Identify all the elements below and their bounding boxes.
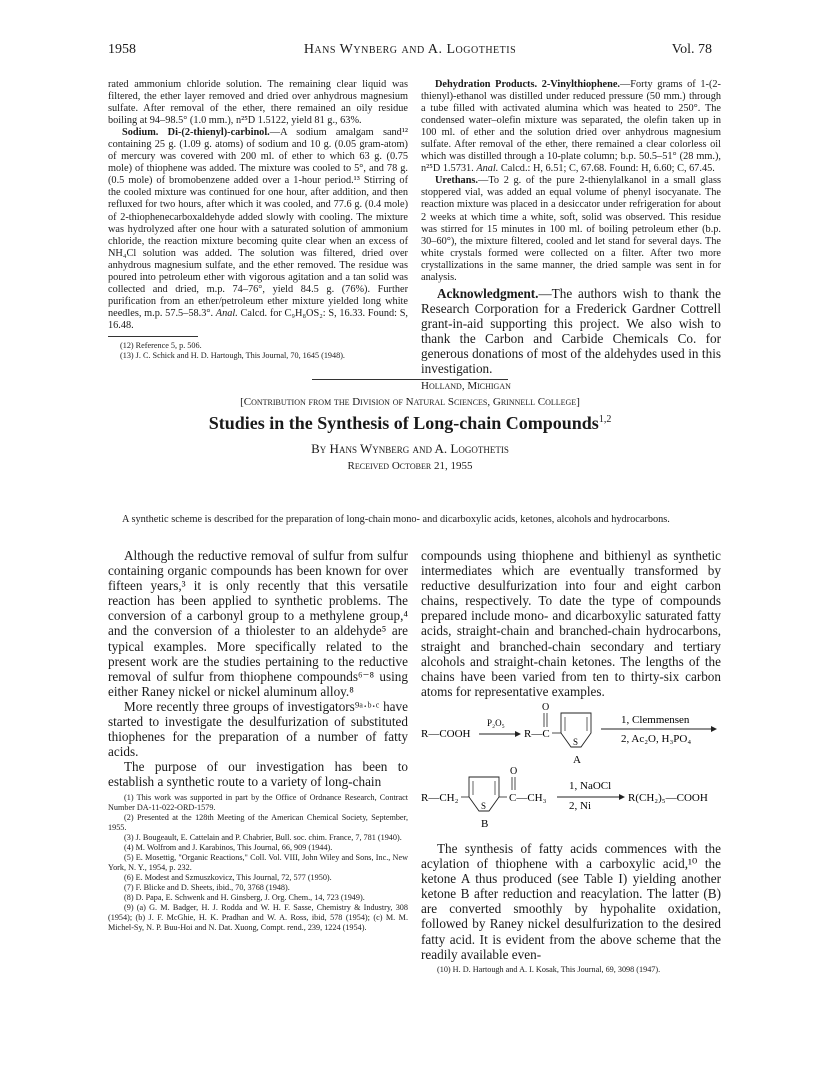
footnote: (1) This work was supported in part by the Office of Ordnance Research, Contract Number DA-11-022-ORD-1579. [108, 792, 408, 812]
paragraph: rated ammonium chloride solution. The remaining clear liquid was filtered, the ether layer removed and dried over anhydrous magnesium sulfate. After removal of the ether, there remained an oily residue boiling at 94–98.5° (1.0 mm.), n²⁵D 1.5122, yield 81 g., 63%. [108, 79, 408, 127]
footnote: (12) Reference 5, p. 506. [120, 340, 202, 350]
acknowledgment [421, 286, 721, 377]
paragraph-text: —To 2 g. of the pure 2-thienylalkanol in a small glass stoppered vial, was added an equal volume of phenyl isocyanate. The reaction mixture was placed in a desiccator under refrigeration for about 2 weeks at which time a white, soft, solid was observed. This residue was stirred for 15 minutes in 100 ml. of boiling petroleum ether (b.p. 30–60°), the mixture filtered, cooled and let stand for several days. The white crystals formed were collected on a filter. After two more crystallizations in the same manner, the dried sample was sent in for analysis. [421, 175, 721, 283]
anal-label: Anal. [215, 307, 238, 319]
paragraph-text: —The authors wish to thank the Research Corporation for a Frederick Gardner Cottrell grant-in-aid supporting this project. We also wish to thank the Carbon and Carbide Chemicals Co. for generous donations of most of the aldehydes used in this investigation. [421, 285, 721, 377]
step-acylation: 2, Ac₂O, H₃PO₄ [621, 732, 692, 745]
footnote: (8) D. Papa, E. Schwenk and H. Ginsberg, J. Org. Chem., 14, 723 (1949). [124, 892, 365, 902]
footnote-rule [108, 336, 198, 337]
reagent-p2o5: P₂O₅ [487, 717, 505, 728]
step-hypochlorite: 1, NaOCl [569, 779, 612, 792]
paragraph: More recently three groups of investigators⁹ᵃ·ᵇ·ᶜ have started to investigate the desulfurization of substituted thiophenes for the preparation of a number of fatty acids. [108, 698, 408, 760]
title-footnote-marker: 1,2 [598, 414, 612, 425]
footnote: (9) (a) G. M. Badger, H. J. Rodda and W. H. F. Sasse, Chemistry & Industry, 308 (1954); (b) J. F. McGhie, H. K. Pradhan and W. A. Ross, ibid, 578 (1954); (c) M. M. Michel-Sy, N. P. Buu-Hoi and N. Dat. Xuong, Compt. rend., 239, 1224 (1954). [108, 902, 408, 932]
footnote: (13) J. C. Schick and H. D. Hartough, This Journal, 70, 1645 (1948). [120, 350, 345, 360]
acetyl-group: C—CH₃ [509, 791, 547, 804]
bottom-left-column [108, 548, 408, 933]
top-right-column [421, 79, 721, 392]
footnote: (3) J. Bougeault, E. Cattelain and P. Chabrier, Bull. soc. chim. France, 7, 781 (1940). [124, 832, 402, 842]
location: Holland, Michigan [421, 380, 511, 393]
compound-label-b: B [481, 817, 489, 830]
footnote: (4) M. Wolfrom and J. Karabinos, This Journal, 66, 909 (1944). [124, 842, 333, 852]
arrow-head [619, 794, 625, 800]
byline: By Hans Wynberg and A. Logothetis [311, 441, 509, 456]
footnote: (2) Presented at the 128th Meeting of the American Chemical Society, September, 1955. [108, 812, 408, 832]
product-acid: R(CH₂)₅—COOH [628, 791, 708, 804]
sulfur-atom: S [481, 800, 487, 811]
running-header-authors: Hans Wynberg and A. Logothetis [303, 42, 517, 57]
paragraph-text: —Forty grams of 1-(2-thienyl)-ethanol was distilled under reduced pressure (50 mm.) through a tube filled with activated alumina which was heated to 250°. The condensed water–olefin mixture was separated, the olefin taken up in 100 ml. of ether and the solution dried over anhydrous magnesium sulfate. After removal of the ether, there remained a clear colorless oil which was distilled through a 10-plate column; b.p. 50.5–51° (28 mm.), n²⁵D 1.5731. [421, 79, 721, 175]
anal-label: Anal. [476, 163, 499, 175]
reactant-alkyl: R—CH₂ [421, 791, 459, 804]
ketone-rc: R—C [524, 727, 550, 740]
carbonyl-oxygen: O [510, 765, 518, 777]
reaction-scheme [421, 701, 721, 841]
footnotes [108, 341, 408, 361]
footnotes [421, 965, 721, 975]
footnote: (10) H. D. Hartough and A. I. Kosak, This Journal, 69, 3098 (1947). [437, 964, 661, 974]
paragraph [421, 286, 721, 377]
paragraph: The synthesis of fatty acids commences with the acylation of thiophene with a carboxylic acid,¹⁰ the ketone A thus produced (see Table I) yielding another ketone B after reduction and reacylation. The latter (B) are converted smoothly by hypohalite oxidation, followed by Raney nickel desulfurization to the desired fatty acid. It is evident from the above scheme that the readily available even- [421, 840, 721, 962]
step-nickel: 2, Ni [569, 799, 591, 812]
paragraph: compounds using thiophene and bithienyl as synthetic intermediates which are eventually transformed by reductive desulfurization into four and eight carbon chains, respectively. To date the type of compounds prepared include mono- and dicarboxylic saturated fatty acids, straight-chain and branched-chain hydrocarbons, straight and branched-chain secondary and tertiary alcohols and straight-chain ketones. The lengths of the chains have been varied from ten to thirty-six carbon atoms for representative examples. [421, 548, 721, 699]
section-heading: Sodium. Di-(2-thienyl)-carbinol. [122, 127, 270, 139]
paragraph-text: —A sodium amalgam sand¹² containing 25 g. (1.09 g. atoms) of sodium and 10 g. (0.05 gram-atom) of mercury was covered with 200 ml. of ether to which 63 g. (0.75 mole) of thiophene was added. The mixture was cooled to 5°, and 78 g. (0.5 mole) of bromobenzene added over a 1-hour period.¹³ Stirring of the cooled mixture was continued for one hour, after addition, and then refluxed for two hours, after which it was cooled, and 77.6 g. (0.4 mole) of 2-thiophenecarboxaldehyde added slowly with cooling. The mixture was hydrolyzed after one hour with a saturated solution of ammonium chloride, the reaction mixture becoming quite clear when an excess of NH₄Cl solution was added. The solution was filtered, dried over anhydrous magnesium sulfate, and the ether removed. The residue was poured into petroleum ether with vigorous agitation and a tan solid was collected and dried, m.p. 74–76°, yield 84.5 g. (76%). Further purification from an ether/petroleum ether mixture yielded long white needles, m.p. 57.5–58.3°. [108, 127, 409, 319]
compound-label-a: A [573, 753, 581, 766]
page-number: 1958 [108, 42, 136, 57]
title-text: Studies in the Synthesis of Long-chain Compounds [208, 413, 599, 433]
received-date: Received October 21, 1955 [347, 460, 473, 472]
arrow-head [515, 731, 521, 737]
carbonyl-oxygen: O [542, 701, 550, 713]
paragraph-text: Calcd.: H, 6.51; C, 67.68. Found: H, 6.60; C, 67.45. [500, 163, 715, 175]
article-title [0, 413, 820, 434]
abstract: A synthetic scheme is described for the preparation of long-chain mono- and dicarboxylic acids, ketones, alcohols and hydrocarbons. [122, 514, 670, 525]
top-left-column [108, 79, 408, 361]
paragraph: Although the reductive removal of sulfur from sulfur containing organic compounds has been known for over fifteen years,³ it is only recently that this versatile reaction has been applied to synthetic problems. The conversion of a carbonyl group to a methylene group,⁴ and the conversion of a thiolester to an aldehyde⁵ are typical examples. More specifically related to the present work are the studies pertaining to the reductive removal of sulfur from thiophene compounds⁶⁻⁸ using either Raney nickel or nickel aluminum alloy.⁸ [108, 548, 408, 699]
paragraph-text: Calcd. for C₉H₈OS₂: S, 16.33. Found: S, 16.48. [108, 307, 409, 331]
paragraph [421, 79, 721, 175]
paragraph: The purpose of our investigation has been to establish a synthetic route to a variety of long-chain [108, 759, 408, 790]
sulfur-atom: S [573, 736, 579, 747]
arrow-head [711, 726, 717, 732]
section-divider [312, 379, 508, 380]
volume-label: Vol. 78 [671, 42, 712, 57]
reactant-acid: R—COOH [421, 727, 471, 740]
footnote: (6) E. Modest and Szmuszkovicz, This Journal, 72, 577 (1950). [124, 872, 332, 882]
footnotes [108, 793, 408, 933]
step-clemmensen: 1, Clemmensen [621, 713, 690, 726]
section-heading: Urethans. [435, 175, 479, 187]
bottom-right-column [421, 548, 721, 975]
contribution-line: [Contribution from the Division of Natural Sciences, Grinnell College] [240, 396, 580, 408]
section-heading: Acknowledgment. [437, 285, 539, 301]
footnote: (5) E. Mosettig, "Organic Reactions," Coll. Vol. VIII, John Wiley and Sons, Inc., New York, N. Y., 1954, p. 232. [108, 852, 408, 872]
paragraph [421, 175, 721, 283]
paragraph [108, 127, 408, 332]
section-heading: Dehydration Products. 2-Vinylthiophene. [435, 79, 620, 90]
footnote: (7) F. Blicke and D. Sheets, ibid., 70, 3768 (1948). [124, 882, 290, 892]
